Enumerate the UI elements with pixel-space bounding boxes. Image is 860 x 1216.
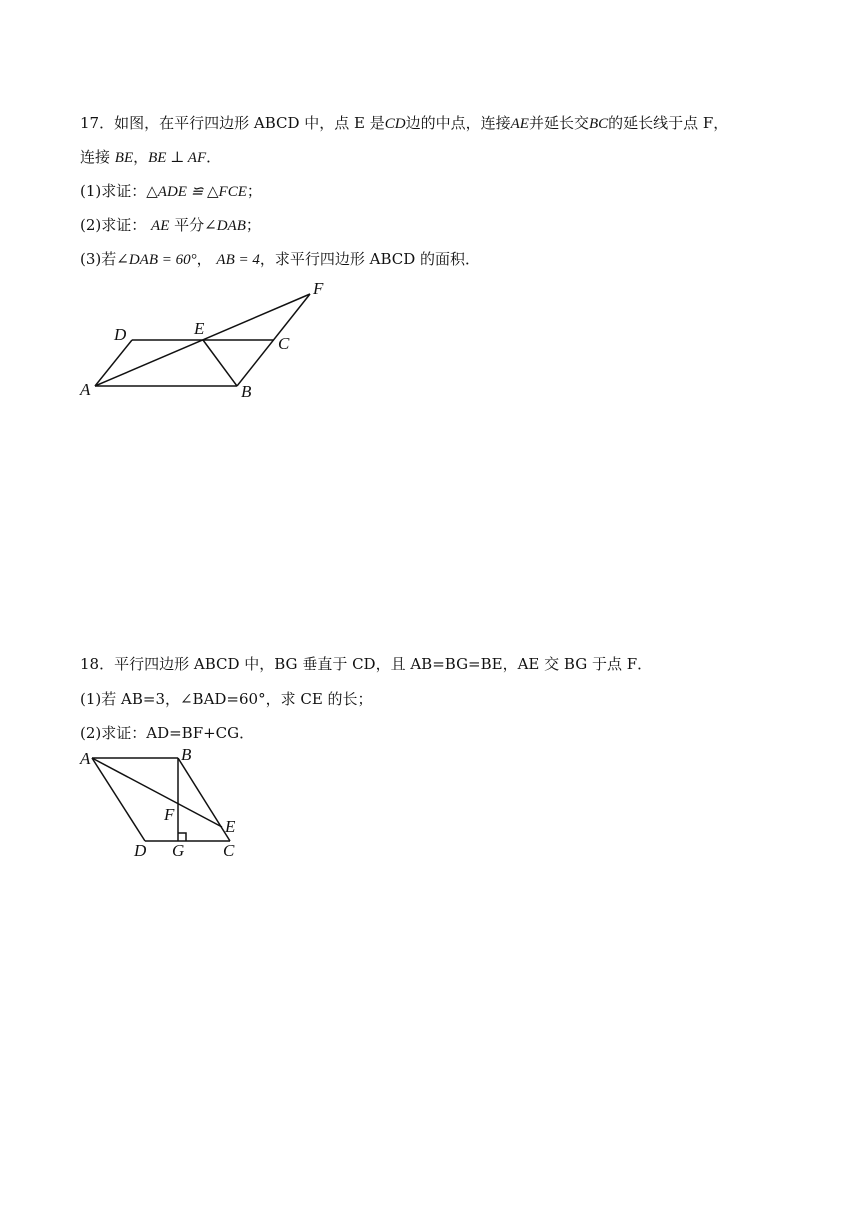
q17-label-b: B	[241, 382, 252, 401]
q17-math: BC	[588, 116, 609, 132]
q18-label-b: B	[181, 745, 192, 764]
q17-math: BE ⊥ AF	[148, 150, 207, 166]
q17-math: AE	[151, 218, 170, 234]
q18-label-e: E	[225, 817, 236, 836]
q18-label-a: A	[80, 749, 91, 768]
q18-label-c: C	[223, 841, 235, 860]
q17-text: 并延长交	[528, 114, 589, 132]
q17-math: CD	[384, 116, 406, 132]
q18-segment-ad	[92, 758, 145, 841]
q17-math: BE	[114, 150, 134, 166]
q17-math: AE	[510, 116, 529, 132]
q17-text: (2)求证：	[80, 216, 147, 234]
q18-label-d: D	[134, 841, 147, 860]
q18-figure	[0, 740, 860, 870]
q17-text: ；	[246, 182, 262, 200]
q17-text: (1)求证：	[80, 182, 147, 200]
q17-math: AB = 4	[216, 252, 260, 268]
q17-text: ，	[196, 250, 212, 268]
q17-text: (3)若	[80, 250, 117, 268]
q17-label-d: D	[114, 325, 127, 344]
q17-label-a: A	[80, 380, 91, 399]
q17-math: ∠DAB	[204, 218, 246, 234]
q18-segment-bc	[178, 758, 230, 841]
q17-segment-ad	[95, 340, 132, 386]
q17-math: ∠DAB = 60°	[116, 252, 197, 268]
q18-line-3: (2)求证：AD=BF+CG．	[80, 724, 255, 742]
q17-text: 连接	[80, 148, 111, 166]
q17-label-f: F	[313, 279, 324, 298]
q17-label-c: C	[278, 334, 290, 353]
q18-label-g: G	[172, 841, 185, 860]
q17-text: 17．如图，在平行四边形 ABCD 中，点 E 是	[80, 114, 385, 132]
q17-figure	[0, 0, 860, 420]
q17-text: 平分	[174, 216, 205, 234]
q17-text: ；	[245, 216, 261, 234]
q17-text: 的延长线于点 F，	[608, 114, 729, 132]
q18-line-2: (1)若 AB=3，∠BAD=60°，求 CE 的长；	[80, 690, 373, 708]
q17-text: ．	[206, 148, 222, 166]
q17-text: ，求平行四边形 ABCD 的面积．	[259, 250, 481, 268]
q18-segment-ae	[92, 758, 222, 827]
q18-right-angle-mark	[178, 833, 186, 841]
q17-math: △ADE ≌ △FCE	[146, 184, 247, 200]
q18-label-f: F	[164, 805, 175, 824]
q17-label-e: E	[194, 319, 205, 338]
q17-text: ，	[133, 148, 149, 166]
q18-line-1: 18．平行四边形 ABCD 中，BG 垂直于 CD，且 AB=BG=BE，AE 交 BG 于点 F．	[80, 655, 653, 673]
q17-segment-be	[203, 340, 237, 386]
q17-text: 边的中点，连接	[405, 114, 511, 132]
